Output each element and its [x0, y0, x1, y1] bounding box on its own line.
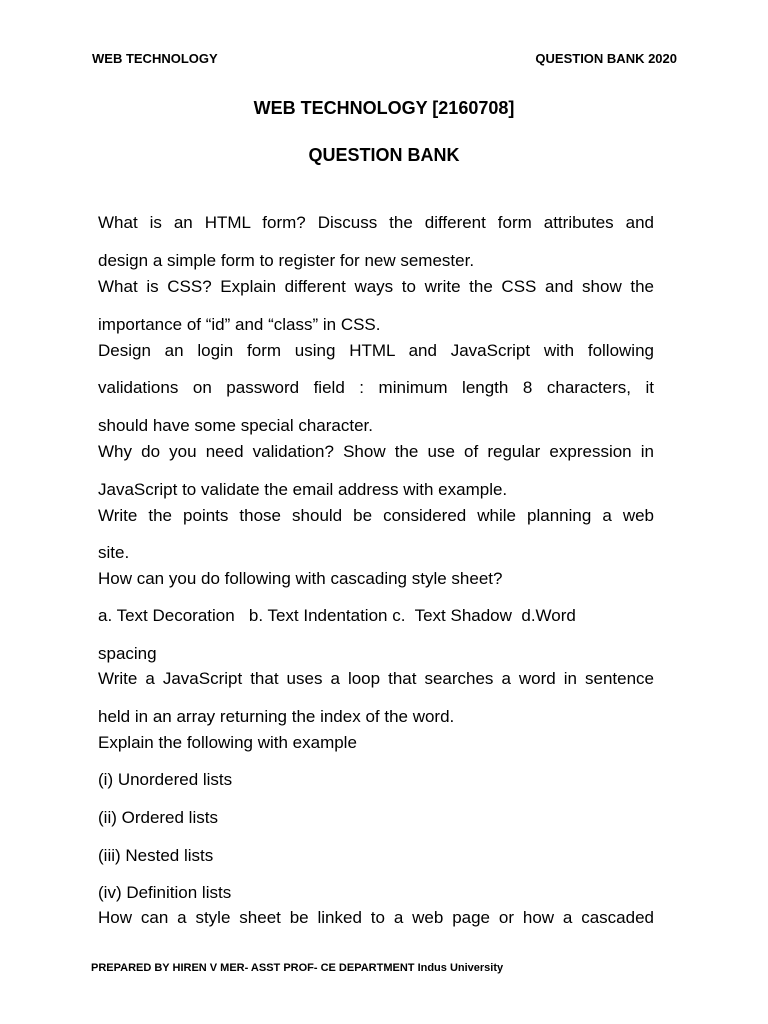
document-title: WEB TECHNOLOGY [2160708] [253, 98, 515, 118]
text-line: site. [98, 543, 130, 562]
text-line: should have some special character. [98, 416, 373, 435]
list-item: (iii) Nested lists [98, 846, 214, 865]
text-line: Write the points those should be considered while planning a web [98, 506, 654, 525]
text-line: spacing [98, 644, 157, 663]
running-header-left: WEB TECHNOLOGY [92, 51, 218, 66]
text-line: Write a JavaScript that uses a loop that searches a word in sentence [98, 669, 654, 688]
text-line: a. Text Decoration b. Text Indentation c. Text Shadow d.Word [98, 606, 576, 625]
document-subtitle: QUESTION BANK [308, 145, 460, 165]
text-line: held in an array returning the index of the word. [98, 707, 455, 726]
text-line: design a simple form to register for new semester. [98, 251, 475, 270]
page-footer: PREPARED BY HIREN V MER- ASST PROF- CE DEPARTMENT Indus University [91, 962, 504, 974]
text-line: JavaScript to validate the email address with example. [98, 480, 508, 499]
text-line: Design an login form using HTML and JavaScript with following [98, 341, 654, 360]
text-line: What is an HTML form? Discuss the different form attributes and [98, 213, 654, 232]
running-header-right: QUESTION BANK 2020 [535, 51, 677, 66]
list-item: (i) Unordered lists [98, 770, 233, 789]
text-line: Why do you need validation? Show the use of regular expression in [98, 442, 654, 461]
list-item: (iv) Definition lists [98, 883, 232, 902]
text-line: validations on password field : minimum length 8 characters, it [98, 378, 654, 397]
list-item: (ii) Ordered lists [98, 808, 218, 827]
text-line: importance of “id” and “class” in CSS. [98, 315, 381, 334]
text-line: How can a style sheet be linked to a web page or how a cascaded [98, 908, 654, 927]
text-line: What is CSS? Explain different ways to write the CSS and show the [98, 277, 654, 296]
text-line: How can you do following with cascading style sheet? [98, 569, 503, 588]
text-line: Explain the following with example [98, 733, 357, 752]
